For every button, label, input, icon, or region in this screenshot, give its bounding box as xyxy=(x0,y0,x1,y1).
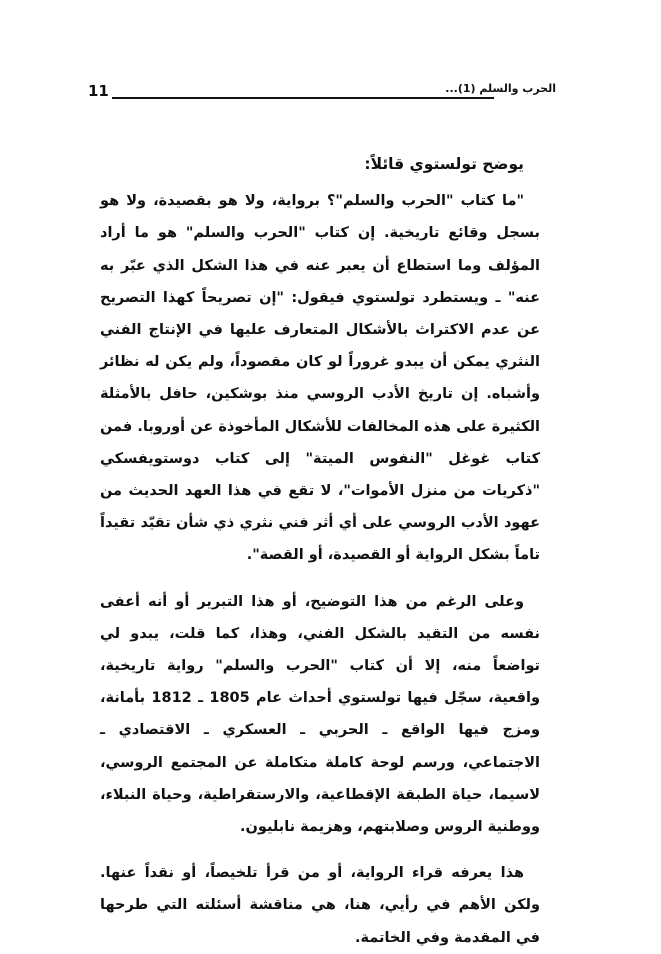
paragraph-questions: هذا يعرفه قراء الرواية، أو من قرأ تلخيصاً، أو نقداً عنها. ولكن الأهم في رأيي، هنا، هي مناقشة أسئلته التي طرحها في المقدمة وفي الخاتمة. xyxy=(100,865,540,946)
header-rule xyxy=(112,97,494,99)
page-header xyxy=(88,78,556,104)
paragraph-tolstoy-quote: "ما كتاب "الحرب والسلم"؟ برواية، ولا هو بقصيدة، ولا هو بسجل وقائع تاريخية. إن كتاب "الحرب والسلم" هو ما أراد المؤلف وما استطاع أن يعبر عنه في هذا الشكل الذي عبّر به عنه" ـ ويستطرد تولستوي فيقول: "إن تصريحاً كهذا التصريح عن عدم الاكتراث بالأشكال المتعارف عليها في الإنتاج الفني النثري يمكن أن يبدو غروراً لو كان مقصوداً، ولم يكن له نظائر وأشباه. إن تاريخ الأدب الروسي منذ بوشكين، حافل بالأمثلة الكثيرة على هذه المخالفات للأشكال المأخوذة عن أوروبا. فمن كتاب غوغل "النفوس الميتة" إلى كتاب دوستويفسكي "ذكريات من منزل الأموات"، لا تقع في هذا العهد الحديث من عهود الأدب الروسي على أي أثر فني نثري ذي شأن تقيّد تقيداً تاماً بشكل الرواية أو القصيدة، أو القصة". xyxy=(100,193,540,564)
page-number: 11 xyxy=(88,82,109,100)
page-body xyxy=(100,148,540,954)
intro-line: يوضح تولستوي قائلاً: xyxy=(364,155,524,173)
paragraph-historical-novel: وعلى الرغم من هذا التوضيح، أو هذا التبرير أو أنه أعفى نفسه من التقيد بالشكل الفني، وهذا، كما قلت، يبدو لي تواضعاً منه، إلا أن كتاب "الحرب والسلم" رواية تاريخية، واقعية، سجّل فيها تولستوي أحداث عام 1805 ـ 1812 بأمانة، ومزج فيها الواقع ـ الحربي ـ العسكري ـ الاقتصادي ـ الاجتماعي، ورسم لوحة كاملة متكاملة عن المجتمع الروسي، لاسيما، حياة الطبقة الإقطاعية، والارستقراطية، وحياة النبلاء، ووطنية الروس وصلابتهم، وهزيمة نابليون. xyxy=(100,593,540,836)
running-title: الحرب والسلم (1)... xyxy=(445,82,556,95)
